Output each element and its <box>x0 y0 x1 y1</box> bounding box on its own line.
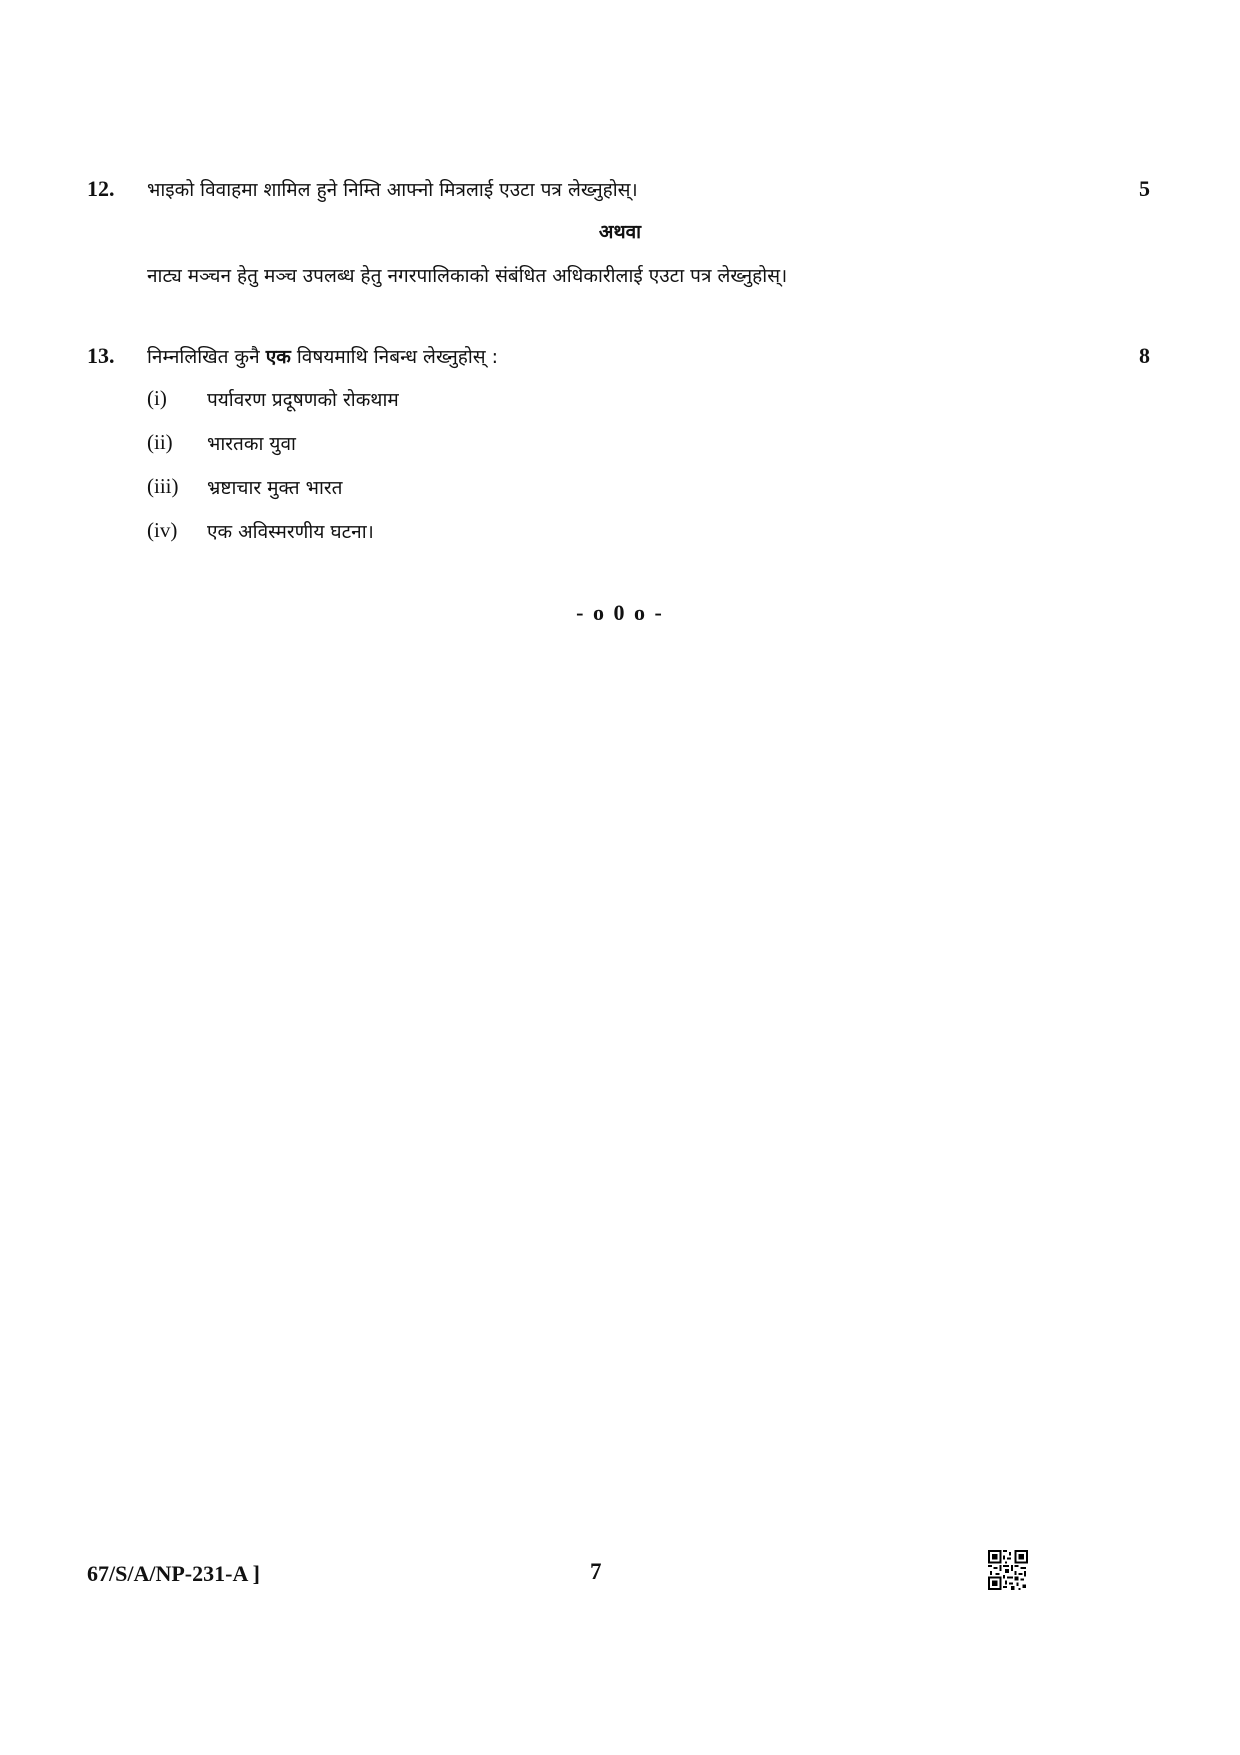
option-number: (i) <box>147 386 167 410</box>
or-label: अथवा <box>598 221 642 243</box>
end-of-paper-mark: - o 0 o - <box>576 600 664 625</box>
question-marks: 8 <box>1139 343 1150 368</box>
question-number: 12. <box>87 176 115 201</box>
question-text: भाइको विवाहमा शामिल हुने निम्ति आफ्नो मित्रलाई एउटा पत्र लेख्नुहोस्। <box>147 179 638 201</box>
question-number: 13. <box>87 343 115 368</box>
question-text <box>147 343 498 369</box>
question-text-emphasis: एक <box>265 346 291 368</box>
option-number: (iii) <box>147 474 179 498</box>
alternative-question-text: नाट्य मञ्चन हेतु मञ्च उपलब्ध हेतु नगरपालिकाको संबंधित अधिकारीलाई एउटा पत्र लेख्नुहोस्। <box>147 265 788 287</box>
question-marks: 5 <box>1139 176 1150 201</box>
option-number: (ii) <box>147 430 173 454</box>
paper-code: 67/S/A/NP-231-A ] <box>87 1561 260 1586</box>
option-text: पर्यावरण प्रदूषणको रोकथाम <box>207 389 399 411</box>
option-text: भ्रष्टाचार मुक्त भारत <box>207 477 343 499</box>
question-text-part: विषयमाथि निबन्ध लेख्नुहोस् : <box>290 346 499 368</box>
qr-code-icon <box>988 1550 1028 1590</box>
question-text-part: निम्नलिखित कुनै <box>147 346 266 368</box>
option-number: (iv) <box>147 518 178 542</box>
page-number: 7 <box>590 1559 602 1584</box>
option-text: एक अविस्मरणीय घटना। <box>207 521 374 543</box>
option-text: भारतका युवा <box>207 433 296 455</box>
